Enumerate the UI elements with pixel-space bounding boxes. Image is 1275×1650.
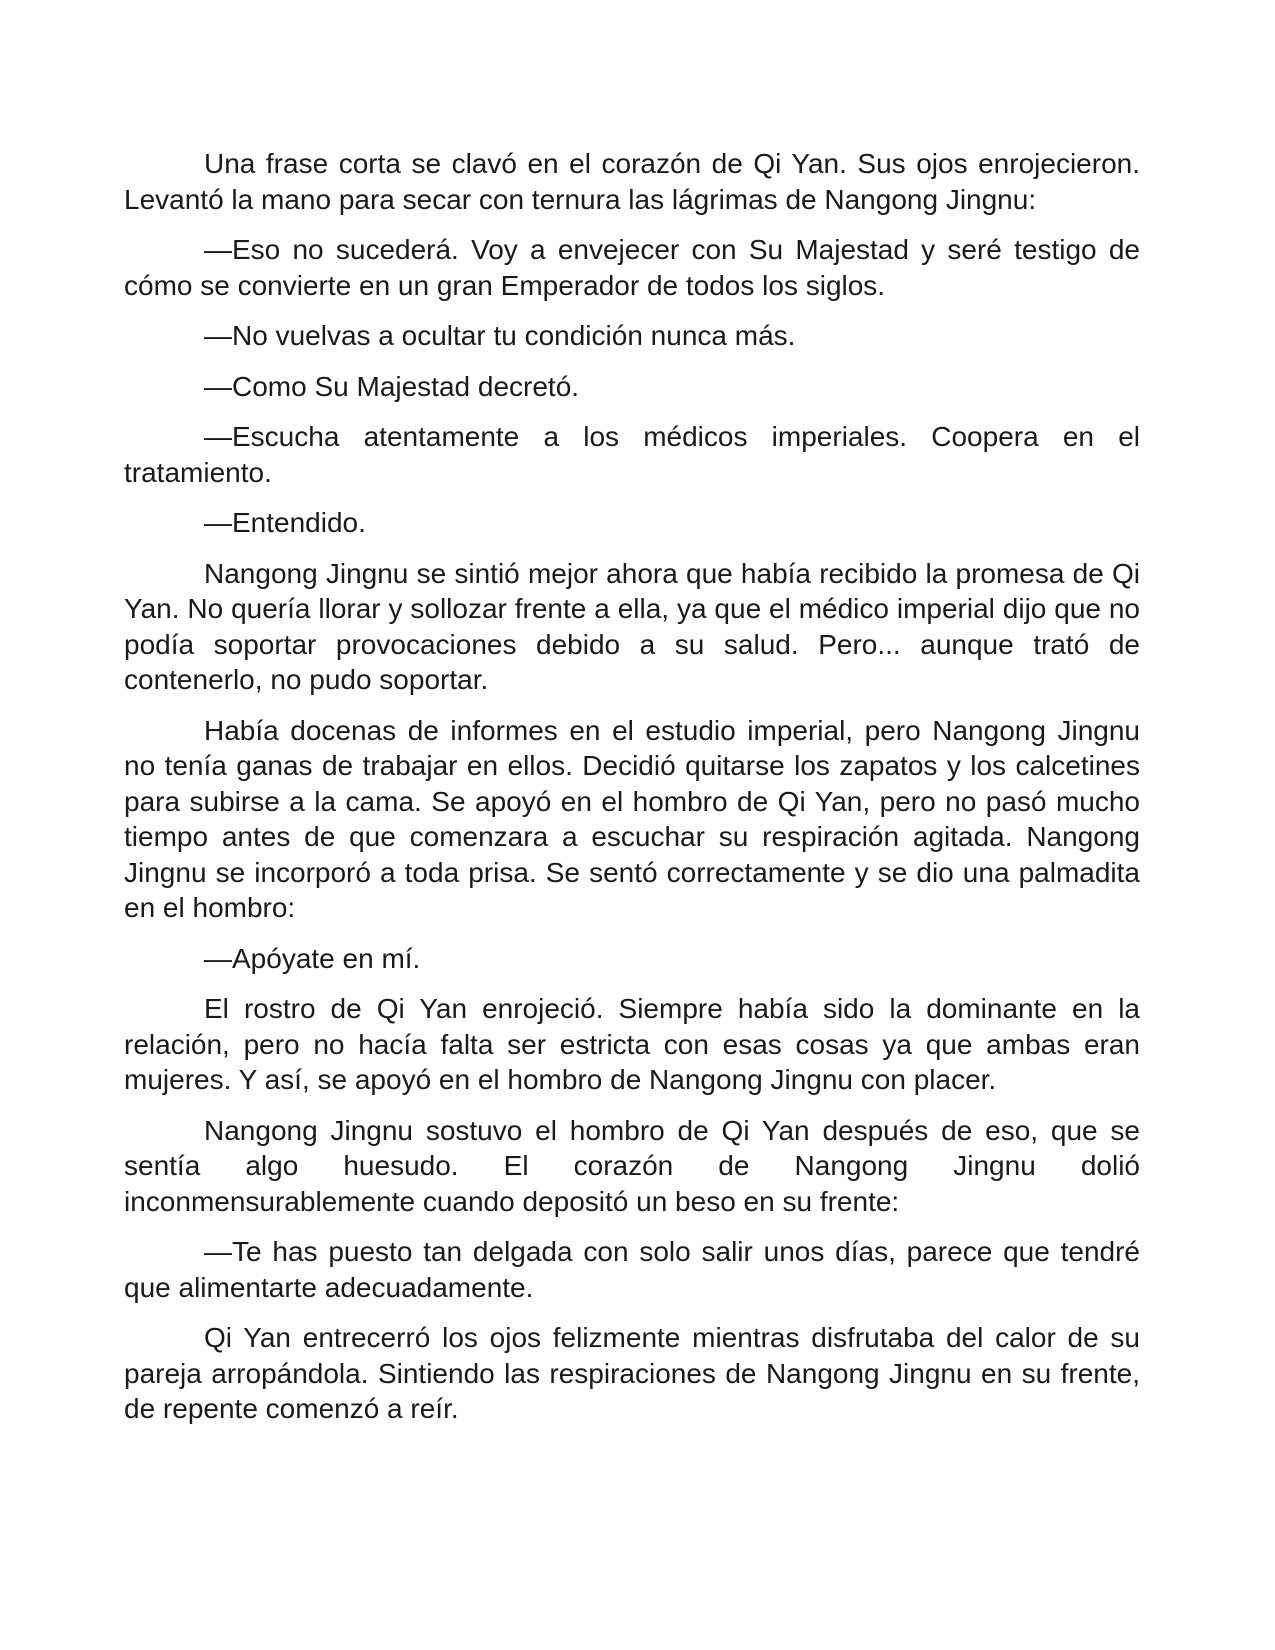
paragraph: —No vuelvas a ocultar tu condición nunca más. bbox=[204, 320, 796, 351]
paragraph: —Entendido. bbox=[204, 507, 366, 538]
paragraph: Qi Yan entrecerró los ojos felizmente mientras disfrutaba del calor de su pareja arropándola. Sintiendo las respiraciones de Nangong Jingnu en su frente, de repente comenzó a reír. bbox=[124, 1322, 1140, 1424]
paragraph: —Escucha atentamente a los médicos imperiales. Coopera en el tratamiento. bbox=[124, 421, 1140, 488]
document-page bbox=[124, 146, 1140, 1442]
paragraph: Una frase corta se clavó en el corazón de Qi Yan. Sus ojos enrojecieron. Levantó la mano para secar con ternura las lágrimas de Nangong Jingnu: bbox=[124, 148, 1140, 215]
paragraph: —Te has puesto tan delgada con solo salir unos días, parece que tendré que alimentarte adecuadamente. bbox=[124, 1236, 1140, 1303]
paragraph: Nangong Jingnu sostuvo el hombro de Qi Yan después de eso, que se sentía algo huesudo. El corazón de Nangong Jingnu dolió inconmensurablemente cuando depositó un beso en su frente: bbox=[124, 1114, 1140, 1217]
paragraph: —Como Su Majestad decretó. bbox=[204, 370, 580, 402]
paragraph: El rostro de Qi Yan enrojeció. Siempre había sido la dominante en la relación, pero no hacía falta ser estricta con esas cosas ya que ambas eran mujeres. Y así, se apoyó en el hombro de Nangong Jingnu con placer. bbox=[124, 993, 1140, 1095]
paragraph: Había docenas de informes en el estudio imperial, pero Nangong Jingnu no tenía ganas de trabajar en ellos. Decidió quitarse los zapatos y los calcetines para subirse a la cama. Se apoyó en el hombro de Qi Yan, pero no pasó mucho tiempo antes de que comenzara a escuchar su respiración agitada. Nangong Jingnu se incorporó a toda prisa. Se sentó correctamente y se dio una palmadita en el hombro: bbox=[124, 714, 1140, 923]
paragraph: —Apóyate en mí. bbox=[204, 942, 421, 974]
paragraph: Nangong Jingnu se sintió mejor ahora que había recibido la promesa de Qi Yan. No quería llorar y sollozar frente a ella, ya que el médico imperial dijo que no podía soportar provocaciones debido a su salud. Pero... aunque trató de contenerlo, no pudo soportar. bbox=[124, 557, 1140, 695]
paragraph: —Eso no sucederá. Voy a envejecer con Su Majestad y seré testigo de cómo se convierte en un gran Emperador de todos los siglos. bbox=[124, 234, 1140, 301]
